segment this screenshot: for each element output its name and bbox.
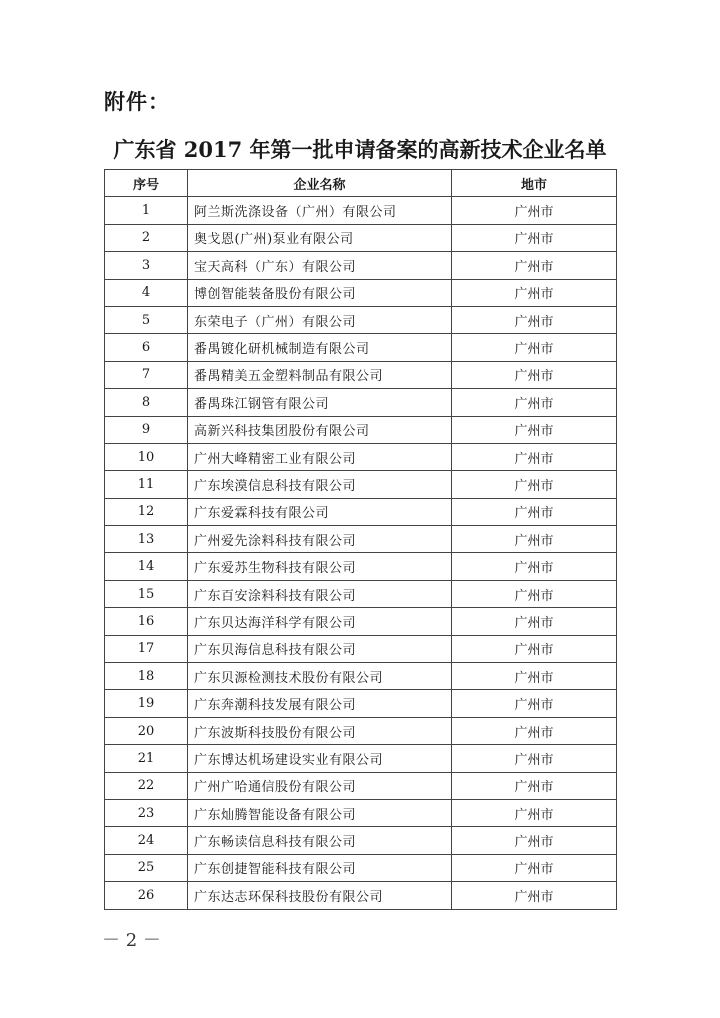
company-name-cell: 广东奔潮科技发展有限公司 (188, 690, 452, 717)
company-name-cell: 阿兰斯洗涤设备（广州）有限公司 (188, 197, 452, 224)
table-row (105, 334, 617, 361)
serial-number-cell: 16 (105, 608, 188, 635)
city-cell: 广州市 (452, 471, 617, 498)
table-row (105, 580, 617, 607)
company-name-cell: 广东百安涂料科技有限公司 (188, 580, 452, 607)
company-name-cell: 广东贝达海洋科学有限公司 (188, 608, 452, 635)
serial-number-cell: 1 (105, 197, 188, 224)
table-row (105, 882, 617, 909)
enterprise-table (104, 169, 617, 910)
serial-number-cell: 13 (105, 526, 188, 553)
city-cell: 广州市 (452, 389, 617, 416)
company-name-cell: 广东畅读信息科技有限公司 (188, 827, 452, 854)
serial-number-cell: 5 (105, 306, 188, 333)
company-name-cell: 广东埃漠信息科技有限公司 (188, 471, 452, 498)
company-name-cell: 广东波斯科技股份有限公司 (188, 717, 452, 744)
city-cell: 广州市 (452, 416, 617, 443)
serial-number-cell: 22 (105, 772, 188, 799)
city-cell: 广州市 (452, 498, 617, 525)
company-name-cell: 广东爱苏生物科技有限公司 (188, 553, 452, 580)
serial-number-cell: 10 (105, 443, 188, 470)
company-name-cell: 广州广哈通信股份有限公司 (188, 772, 452, 799)
city-cell: 广州市 (452, 334, 617, 361)
company-name-cell: 番禺精美五金塑料制品有限公司 (188, 361, 452, 388)
company-name-cell: 广东博达机场建设实业有限公司 (188, 745, 452, 772)
city-cell: 广州市 (452, 717, 617, 744)
table-row (105, 690, 617, 717)
serial-number-cell: 18 (105, 663, 188, 690)
table-row (105, 608, 617, 635)
table-row (105, 717, 617, 744)
header-city: 地市 (452, 170, 617, 197)
serial-number-cell: 25 (105, 854, 188, 881)
table-row (105, 799, 617, 826)
serial-number-cell: 21 (105, 745, 188, 772)
table-row (105, 224, 617, 251)
serial-number-cell: 3 (105, 252, 188, 279)
serial-number-cell: 23 (105, 799, 188, 826)
serial-number-cell: 26 (105, 882, 188, 909)
city-cell: 广州市 (452, 663, 617, 690)
city-cell: 广州市 (452, 553, 617, 580)
city-cell: 广州市 (452, 306, 617, 333)
table-row (105, 389, 617, 416)
serial-number-cell: 20 (105, 717, 188, 744)
city-cell: 广州市 (452, 443, 617, 470)
serial-number-cell: 7 (105, 361, 188, 388)
table-row (105, 827, 617, 854)
table-row (105, 745, 617, 772)
city-cell: 广州市 (452, 224, 617, 251)
header-company-name: 企业名称 (188, 170, 452, 197)
company-name-cell: 广东创捷智能科技有限公司 (188, 854, 452, 881)
table-row (105, 471, 617, 498)
table-row (105, 197, 617, 224)
table-row (105, 526, 617, 553)
company-name-cell: 广州爱先涂料科技有限公司 (188, 526, 452, 553)
company-name-cell: 广东贝海信息科技有限公司 (188, 635, 452, 662)
company-name-cell: 宝天高科（广东）有限公司 (188, 252, 452, 279)
city-cell: 广州市 (452, 882, 617, 909)
city-cell: 广州市 (452, 799, 617, 826)
company-name-cell: 广东灿腾智能设备有限公司 (188, 799, 452, 826)
company-name-cell: 广东贝源检测技术股份有限公司 (188, 663, 452, 690)
company-name-cell: 广州大峰精密工业有限公司 (188, 443, 452, 470)
table-row (105, 635, 617, 662)
company-name-cell: 广东爱霖科技有限公司 (188, 498, 452, 525)
city-cell: 广州市 (452, 279, 617, 306)
serial-number-cell: 8 (105, 389, 188, 416)
serial-number-cell: 15 (105, 580, 188, 607)
table-row (105, 361, 617, 388)
company-name-cell: 广东达志环保科技股份有限公司 (188, 882, 452, 909)
serial-number-cell: 2 (105, 224, 188, 251)
serial-number-cell: 14 (105, 553, 188, 580)
table-row (105, 443, 617, 470)
table-row (105, 772, 617, 799)
serial-number-cell: 4 (105, 279, 188, 306)
city-cell: 广州市 (452, 580, 617, 607)
table-body (105, 197, 617, 909)
serial-number-cell: 19 (105, 690, 188, 717)
table-row (105, 306, 617, 333)
attachment-label: 附件： (104, 90, 170, 114)
header-serial-number: 序号 (105, 170, 188, 197)
page-number: － 2 － (102, 930, 161, 951)
company-name-cell: 东荣电子（广州）有限公司 (188, 306, 452, 333)
city-cell: 广州市 (452, 608, 617, 635)
company-name-cell: 奥戈恩(广州)泵业有限公司 (188, 224, 452, 251)
serial-number-cell: 9 (105, 416, 188, 443)
city-cell: 广州市 (452, 854, 617, 881)
city-cell: 广州市 (452, 772, 617, 799)
city-cell: 广州市 (452, 635, 617, 662)
company-name-cell: 番禺镀化研机械制造有限公司 (188, 334, 452, 361)
table-row (105, 416, 617, 443)
serial-number-cell: 11 (105, 471, 188, 498)
table-header-row (105, 170, 617, 197)
city-cell: 广州市 (452, 252, 617, 279)
table-row (105, 279, 617, 306)
table-row (105, 854, 617, 881)
city-cell: 广州市 (452, 745, 617, 772)
table-row (105, 498, 617, 525)
serial-number-cell: 17 (105, 635, 188, 662)
company-name-cell: 番禺珠江钢管有限公司 (188, 389, 452, 416)
city-cell: 广州市 (452, 526, 617, 553)
table-row (105, 252, 617, 279)
serial-number-cell: 24 (105, 827, 188, 854)
document-title: 广东省 2017 年第一批申请备案的高新技术企业名单 (113, 137, 607, 162)
table-row (105, 553, 617, 580)
company-name-cell: 高新兴科技集团股份有限公司 (188, 416, 452, 443)
serial-number-cell: 12 (105, 498, 188, 525)
company-name-cell: 博创智能装备股份有限公司 (188, 279, 452, 306)
table-row (105, 663, 617, 690)
city-cell: 广州市 (452, 827, 617, 854)
city-cell: 广州市 (452, 690, 617, 717)
city-cell: 广州市 (452, 197, 617, 224)
serial-number-cell: 6 (105, 334, 188, 361)
city-cell: 广州市 (452, 361, 617, 388)
